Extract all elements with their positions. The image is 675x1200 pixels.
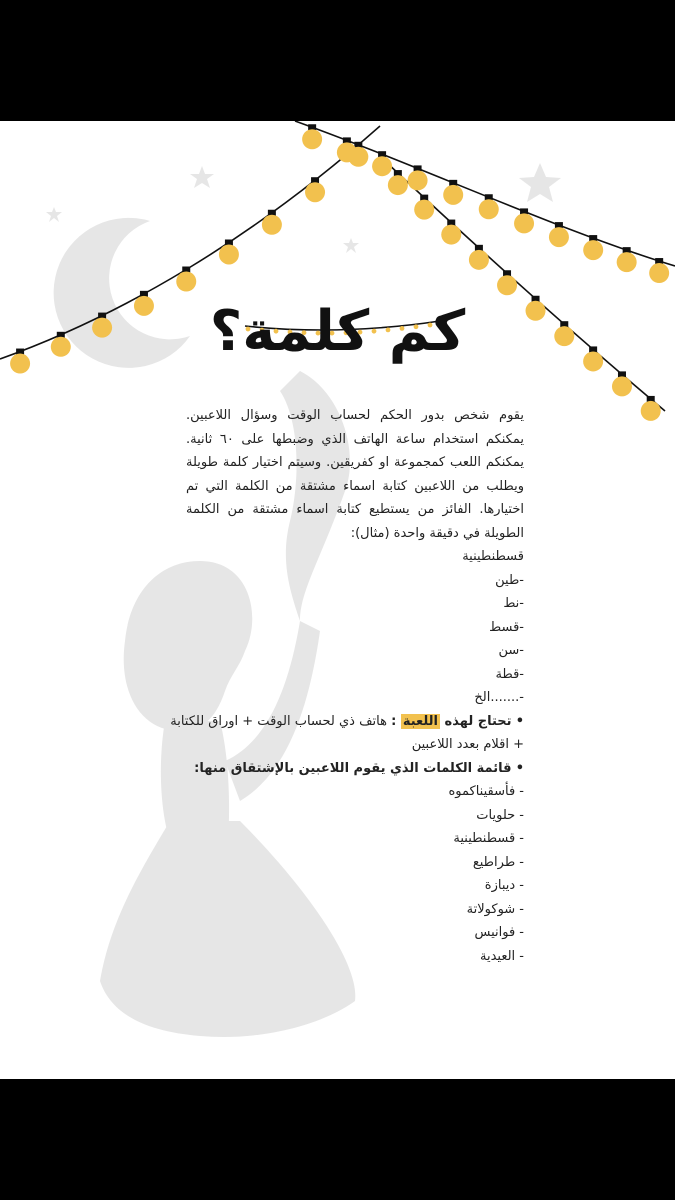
word-item: - حلويات [476,807,524,823]
intro-paragraph: يقوم شخص بدور الحكم لحساب الوقت وسؤال اللاعبين. يمكنكم استخدام ساعة الهاتف الذي وضبطها على ٦٠ ثانية. يمكنكم اللعب كمجموعة او كفريقين. وسيتم اختيار كلمة طويلة ويطلب من اللاعبين كتابة اسماء مشتقة من الكلمة التي تم اختيارها. الفائز من يستطيع كتابة اسماء مشتقة من الكلمة الطويلة في دقيقة واحدة (مثال): [186,408,524,541]
needs-label: تحتاج لهذه [440,713,512,729]
words-heading-line [186,757,524,781]
derived-item: -قسط [489,619,524,635]
star-icon [519,163,561,202]
bulb-icon [176,267,196,292]
word-item: - فأسقيناكموه [448,784,524,799]
bulb-icon [617,247,637,272]
bulb-icon [479,194,499,219]
page-title: كم كلمة؟ [209,299,466,364]
star-icon [190,166,214,188]
bulb-icon [497,270,517,295]
word-item: - شوكولاتة [466,901,524,917]
needs-text: هاتف ذي لحساب الوقت + اوراق للكتابة [170,713,392,729]
bullet-icon: • [515,760,524,776]
needs-label-colon: : [391,713,401,729]
star-icon [46,207,62,222]
bulb-icon [514,208,534,233]
bulb-icon [372,151,392,176]
bulb-icon [388,170,408,195]
word-item: - قسطنطينية [453,831,524,846]
bulb-icon [443,180,463,205]
bulb-icon [583,235,603,260]
bullet-icon: • [515,713,524,729]
word-item: - العيدية [479,948,524,964]
word-item: - فوانيس [474,925,524,940]
document-page [0,121,675,1079]
bulb-icon [641,396,661,421]
needs-text-2: + اقلام بعدد اللاعبين [411,737,524,752]
derived-item: -سن [498,643,524,658]
star-icon [343,238,359,253]
words-heading: قائمة الكلمات الذي يقوم اللاعبين بالإشتقاق منها: [194,760,512,776]
bulb-icon [302,124,322,149]
bulb-icon [414,195,434,220]
needs-label-highlight: اللعبة [402,713,439,729]
derived-item: -.......الخ [474,690,524,705]
bulb-icon [305,177,325,202]
bulb-icon [408,165,428,190]
example-word: قسطنطينية [462,549,524,564]
content-block [170,404,524,968]
bulb-icon [469,245,489,270]
needs-line [170,710,524,734]
bulb-icon [549,222,569,247]
bulb-icon [649,258,669,283]
derived-item: -طين [495,572,524,588]
derived-item: -نط [503,596,524,611]
bulb-icon [337,137,357,162]
bulb-icon [262,210,282,235]
word-item: - طراطيع [472,854,524,870]
bulb-icon [441,220,461,245]
word-item: - ديبازة [484,878,524,893]
bulb-icon [612,371,632,396]
derived-item: -قطة [495,666,524,682]
bulb-icon [219,239,239,264]
